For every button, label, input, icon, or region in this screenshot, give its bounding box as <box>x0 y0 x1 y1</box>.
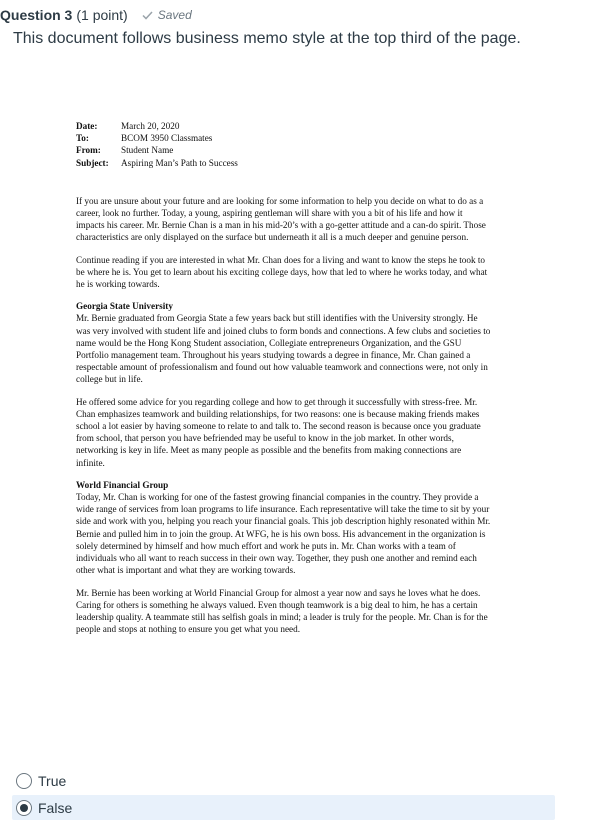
memo-subject-key: Subject: <box>76 157 109 168</box>
memo-section-heading: Georgia State University <box>76 301 173 312</box>
memo-from-key: From: <box>76 145 101 156</box>
memo-paragraph: Today, Mr. Chan is working for one of the fastest growing financial companies in the country. They provide a wide range of services from loan programs to life insurance. Each representative will take the time to sit by your side and work with you, helping you reach your financial goals. This job description highly resonated within Mr. Bernie and pulled him in to join the group. At WFG, he is his own boss. His advancement in the organization is solely determined by himself and how much effort and work he puts in. Mr. Chan works with a team of individuals who all want to reach success in their own way. Together, they push one another and remind each other what is important and what they are working towards. <box>76 492 491 576</box>
option-true-label[interactable]: True <box>38 772 67 789</box>
question-prompt: This document follows business memo style at the top third of the page. <box>13 30 521 47</box>
saved-status <box>142 8 192 22</box>
memo-paragraph: He offered some advice for you regarding college and how to get through it successfully with stress-free. Mr. Chan emphasizes teamwork and building relationships, for two reasons: one is because making friends makes school a lot easier by having someone to relate to and talk to. The second reason is because once you graduate from school, that person you have befriended may be useful to know in the job market. In other words, networking is key in life. Meet as many people as possible and the benefits from making connections are infinite. <box>76 396 481 468</box>
memo-from-value: Student Name <box>121 145 174 156</box>
check-icon <box>142 11 153 20</box>
memo-document <box>76 120 492 635</box>
option-false[interactable] <box>12 795 555 820</box>
answer-options <box>12 768 555 820</box>
memo-subject-value: Aspiring Man’s Path to Success <box>121 157 238 168</box>
radio-false[interactable] <box>16 800 32 816</box>
memo-paragraph: If you are unsure about your future and are looking for some information to help you decide on what to do as a career, look no further. Today, a young, aspiring gentleman will share with you a bit of his life and how it impacts his career. Mr. Bernie Chan is a man in his mid-20’s with a go-getter attitude and a can-do spirit. Those characteristics are only displayed on the surface but underneath it all is a much deeper and genuine person. <box>76 195 486 243</box>
question-points: (1 point) <box>76 7 128 23</box>
memo-section-heading: World Financial Group <box>76 479 169 490</box>
memo-paragraph: Continue reading if you are interested in what Mr. Chan does for a living and want to know the steps he took to be where he is. You get to learn about his exciting college days, how that led to where he works today, and what he is working towards. <box>76 254 488 290</box>
memo-paragraph: Mr. Bernie graduated from Georgia State a few years back but still identifies with the University strongly. He was very involved with student life and joined clubs to form bonds and connections. A few clubs and societies to name would be the Hong Kong Student association, Collegiate entrepreneurs Organization, and the GSU Portfolio management team. Throughout his years studying towards a degree in finance, Mr. Chan gained a respectable amount of professionalism and found out how valuable teamwork and connections were, not only in college but in life. <box>76 313 491 385</box>
question-title: Question 3 <box>0 7 73 23</box>
radio-true[interactable] <box>16 773 32 789</box>
memo-header <box>76 120 492 169</box>
memo-to-key: To: <box>76 133 89 144</box>
memo-date-key: Date: <box>76 121 98 131</box>
option-true[interactable] <box>12 768 555 793</box>
option-false-label[interactable]: False <box>38 799 73 816</box>
memo-paragraph: Mr. Bernie has been working at World Financial Group for almost a year now and says he loves what he does. Caring for others is something he always valued. Even though teamwork is a big deal to him, he has a certain leadership quality. A teammate still has selfish goals in mind; a leader is truly for the people. Mr. Chan is for the people and stops at nothing to ensure you get what you need. <box>76 587 488 635</box>
saved-label: Saved <box>157 8 192 22</box>
question-header <box>0 6 192 24</box>
memo-to-value: BCOM 3950 Classmates <box>121 133 213 144</box>
memo-date-value: March 20, 2020 <box>121 121 180 131</box>
